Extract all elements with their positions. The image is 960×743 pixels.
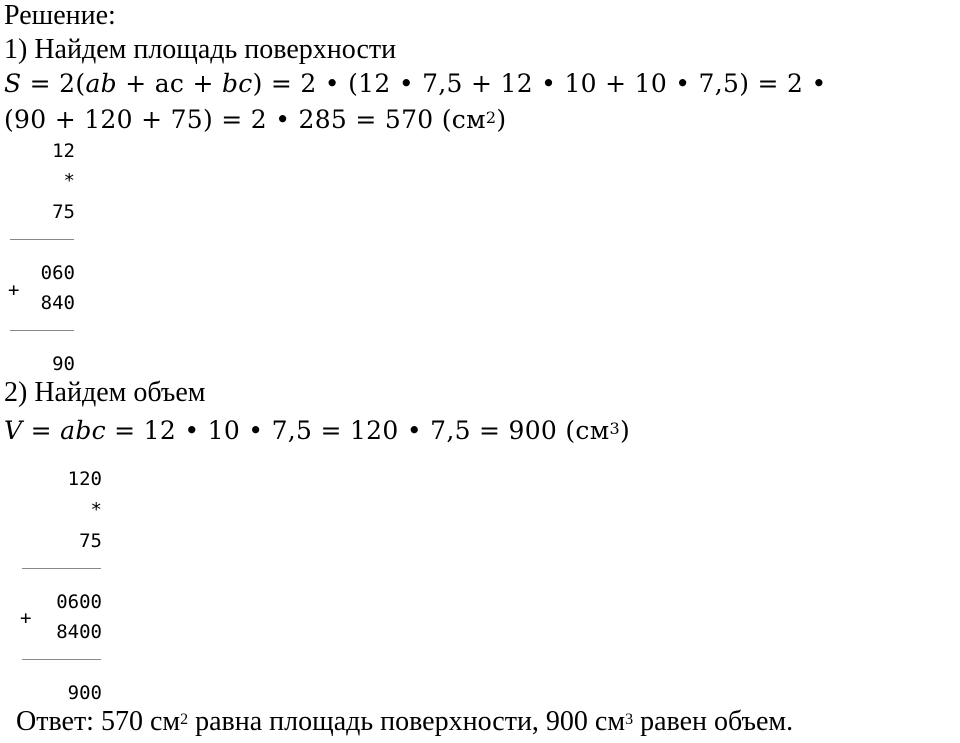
column1-top: 12 bbox=[52, 140, 75, 162]
column2-plus: + bbox=[20, 607, 32, 629]
column1-plus: + bbox=[8, 279, 20, 301]
answer-text: равен объем. bbox=[633, 706, 794, 737]
solution-heading: Решение: bbox=[4, 0, 116, 31]
var-bc: bc bbox=[221, 69, 253, 98]
eq-part: ) = 2 • (12 • 7,5 + 12 • 10 + 10 • 7,5) = 2 • bbox=[252, 69, 827, 98]
surface-area-equation-line1 bbox=[4, 67, 827, 101]
var-v: V bbox=[4, 416, 23, 445]
column2-rule2 bbox=[22, 659, 101, 660]
column2-operator: * bbox=[90, 499, 102, 521]
var-s: S bbox=[4, 69, 22, 98]
column1-partial2: 840 bbox=[40, 292, 75, 314]
exponent: 3 bbox=[625, 711, 634, 728]
column2-partial1: 0600 bbox=[56, 591, 102, 613]
column1-rule bbox=[10, 239, 74, 240]
answer-text: Ответ: 570 см bbox=[16, 706, 181, 737]
step2-title: 2) Найдем объем bbox=[4, 377, 206, 408]
exponent: 2 bbox=[180, 711, 189, 728]
column2-top: 120 bbox=[67, 468, 102, 490]
column1-result: 90 bbox=[52, 353, 75, 375]
eq-close: ) bbox=[496, 105, 507, 134]
answer-text: равна площадь поверхности, 900 см bbox=[188, 706, 626, 737]
step1-title: 1) Найдем площадь поверхности bbox=[4, 34, 397, 65]
var-ab: ab bbox=[85, 69, 117, 98]
eq-part: = 12 • 10 • 7,5 = 120 • 7,5 = 900 (см bbox=[105, 416, 610, 445]
eq-part: = bbox=[22, 416, 61, 445]
column2-result: 900 bbox=[67, 682, 102, 704]
column2-multiplier: 75 bbox=[79, 530, 102, 552]
eq-part: + ac + bbox=[116, 69, 222, 98]
column2-partial2: 8400 bbox=[56, 621, 102, 643]
column1-multiplier: 75 bbox=[52, 201, 75, 223]
column1-rule2 bbox=[10, 330, 74, 331]
exponent: 2 bbox=[485, 108, 497, 127]
column1-operator: * bbox=[63, 170, 75, 192]
answer-line bbox=[16, 705, 793, 739]
surface-area-equation-line2 bbox=[4, 103, 506, 137]
exponent: 3 bbox=[609, 419, 620, 438]
volume-equation bbox=[4, 414, 630, 448]
eq-part: = 2( bbox=[21, 69, 86, 98]
column1-partial1: 060 bbox=[40, 262, 75, 284]
eq-text: (90 + 120 + 75) = 2 • 285 = 570 (см bbox=[4, 105, 486, 134]
eq-close: ) bbox=[619, 416, 631, 445]
column2-rule bbox=[22, 568, 101, 569]
var-abc: abc bbox=[60, 416, 106, 445]
